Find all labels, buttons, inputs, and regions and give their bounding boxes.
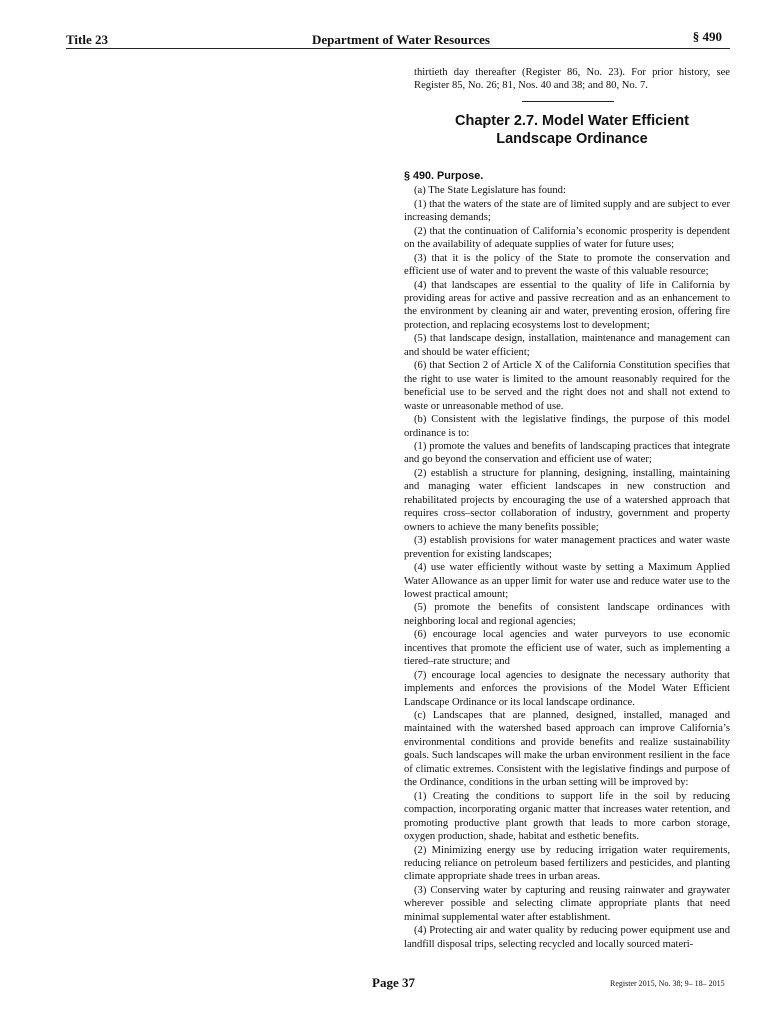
divider-rule	[522, 101, 614, 102]
register-info: Register 2015, No. 38; 9– 18– 2015	[610, 979, 725, 988]
page-footer	[0, 975, 770, 995]
paragraph: (4) use water efficiently without waste by setting a Maximum Applied Water Allowance as an upper limit for water use and reduce water use to the lowest practical amount;	[404, 562, 730, 600]
paragraph: (6) that Section 2 of Article X of the California Constitution specifies that the right to use water is limited to the amount reasonably required for the beneficial use to be served and the right does not and shall not extend to waste or unreasonable method of use.	[404, 360, 730, 412]
department-name: Department of Water Resources	[312, 32, 490, 47]
chapter-title-line1: Chapter 2.7. Model Water Efficient	[455, 112, 689, 129]
paragraph: (5) that landscape design, installation, maintenance and management can and should be water efficient;	[404, 333, 730, 358]
page-number: Page 37	[372, 975, 415, 990]
text-column	[404, 66, 730, 951]
chapter-heading	[414, 112, 730, 148]
paragraph: (4) Protecting air and water quality by reducing power equipment use and landfill disposal trips, selecting recycled and locally sourced materi-	[404, 925, 730, 950]
paragraph: (2) Minimizing energy use by reducing irrigation water requirements, reducing reliance on petroleum based fertilizers and pesticides, and planting climate appropriate shade trees in urban areas.	[404, 844, 730, 883]
paragraph: (4) that landscapes are essential to the quality of life in California by providing areas for active and passive recreation and as an enhancement to the environment by cleaning air and water, preventing erosion, offering fire protection, and replacing ecosystems lost to development;	[404, 279, 730, 331]
paragraph: (1) Creating the conditions to support life in the soil by reducing compaction, incorporating organic matter that increases water retention, and promoting productive plant growth that leads to more carbon storage, oxygen production, shade, habitat and esthetic benefits.	[404, 790, 730, 843]
paragraph: (a) The State Legislature has found:	[414, 185, 566, 197]
paragraph: (7) encourage local agencies to designate the necessary authority that implements and enforces the provisions of the Model Water Efficient Landscape Ordinance or its local landscape ordinance.	[404, 669, 730, 708]
section-heading: § 490. Purpose.	[404, 169, 484, 182]
paragraph: (2) establish a structure for planning, designing, installing, maintaining and managing water efficient landscapes in new construction and rehabilitated projects by encouraging the use of a watershed approach that requires cross–sector collaboration of industry, government and property owners to achieve the many benefits possible;	[404, 467, 730, 533]
running-header	[66, 30, 730, 49]
paragraph: (1) promote the values and benefits of landscaping practices that integrate and go beyond the conservation and efficient use of water;	[404, 440, 730, 466]
title-number: Title 23	[66, 32, 109, 47]
section-number: § 490	[692, 29, 722, 44]
paragraph: (3) establish provisions for water management practices and water waste prevention for existing landscapes;	[404, 535, 730, 560]
paragraph: (6) encourage local agencies and water purveyors to use economic incentives that promote the efficient use of water, such as implementing a tiered–rate structure; and	[404, 629, 730, 668]
paragraph: (3) Conserving water by capturing and reusing rainwater and graywater wherever possible and selecting climate appropriate plants that need minimal supplemental water after establishment.	[404, 884, 730, 923]
history-note: thirtieth day thereafter (Register 86, No. 23). For prior history, see Register 85, No. 26; 81, Nos. 40 and 38; and 80, No. 7.	[414, 67, 730, 92]
section-body	[404, 184, 730, 951]
paragraph: (b) Consistent with the legislative findings, the purpose of this model ordinance is to:	[404, 414, 730, 439]
paragraph: (c) Landscapes that are planned, designed, installed, managed and maintained with the watershed based approach can improve California’s environmental conditions and provide benefits and realize sustainability goals. Such landscapes will make the urban environment resilient in the face of climatic extremes. Consistent with the legislative findings and purpose of the Ordinance, conditions in the urban setting will be improved by:	[404, 710, 730, 789]
paragraph: (5) promote the benefits of consistent landscape ordinances with neighboring local and regional agencies;	[404, 602, 730, 627]
paragraph: (1) that the waters of the state are of limited supply and are subject to ever increasing demands;	[404, 198, 730, 224]
paragraph: (3) that it is the policy of the State to promote the conservation and efficient use of water and to prevent the waste of this valuable resource;	[404, 252, 730, 278]
paragraph: (2) that the continuation of California’s economic prosperity is dependent on the availability of adequate supplies of water for future uses;	[404, 225, 730, 251]
chapter-title-line2: Landscape Ordinance	[496, 130, 648, 147]
